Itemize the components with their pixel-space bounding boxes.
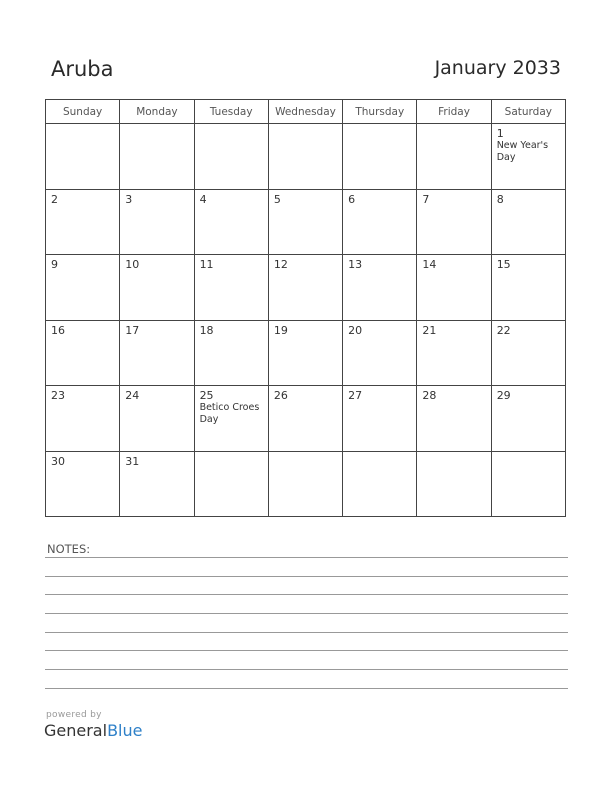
day-number: 3 xyxy=(125,192,133,206)
day-number: 15 xyxy=(496,258,511,271)
note-line xyxy=(45,632,568,633)
weekday-header: Monday xyxy=(120,100,194,124)
day-number: 28 xyxy=(422,389,437,402)
week-row xyxy=(46,386,566,452)
day-number: 18 xyxy=(199,323,214,337)
brand-blue: Blue xyxy=(107,721,143,740)
weekday-header: Wednesday xyxy=(268,100,342,124)
day-cell xyxy=(120,124,194,190)
day-number: 2 xyxy=(51,192,58,206)
country-title: Aruba xyxy=(51,57,114,81)
day-cell xyxy=(194,189,268,255)
week-row xyxy=(46,320,566,386)
weekday-header-row xyxy=(46,100,566,124)
day-number: 23 xyxy=(51,389,65,402)
day-cell xyxy=(417,386,491,452)
day-number: 29 xyxy=(496,389,511,402)
day-number: 26 xyxy=(273,389,288,402)
day-cell xyxy=(268,255,342,321)
day-cell xyxy=(491,451,565,517)
day-cell xyxy=(417,451,491,517)
brand-logo[interactable] xyxy=(44,721,142,740)
day-number: 27 xyxy=(348,389,363,402)
day-cell xyxy=(343,255,417,321)
day-number: 14 xyxy=(422,258,437,271)
day-number: 12 xyxy=(273,258,288,271)
week-row xyxy=(46,189,566,255)
weekday-header: Thursday xyxy=(343,100,417,124)
day-number: 22 xyxy=(496,323,511,337)
day-cell xyxy=(120,320,194,386)
day-number: 4 xyxy=(199,192,207,206)
holiday-label: New Year's Day xyxy=(496,140,549,163)
day-cell xyxy=(343,189,417,255)
day-cell xyxy=(46,386,120,452)
week-row xyxy=(46,124,566,190)
day-cell xyxy=(343,124,417,190)
day-cell xyxy=(268,189,342,255)
day-number: 13 xyxy=(348,258,363,271)
note-line xyxy=(45,613,568,614)
day-cell xyxy=(343,320,417,386)
powered-by-text: powered by xyxy=(46,710,102,720)
day-cell xyxy=(46,124,120,190)
weekday-header: Friday xyxy=(417,100,491,124)
day-cell xyxy=(417,189,491,255)
day-number: 24 xyxy=(125,389,140,402)
day-cell xyxy=(120,189,194,255)
day-cell xyxy=(194,124,268,190)
week-row xyxy=(46,451,566,517)
day-cell xyxy=(268,386,342,452)
day-cell xyxy=(120,255,194,321)
week-row xyxy=(46,255,566,321)
note-line xyxy=(45,669,568,670)
day-cell xyxy=(46,255,120,321)
day-cell xyxy=(491,386,565,452)
weekday-header: Tuesday xyxy=(194,100,268,124)
day-cell xyxy=(343,386,417,452)
brand-general: General xyxy=(44,721,108,740)
note-line xyxy=(45,576,568,577)
notes-label: NOTES: xyxy=(47,542,91,556)
day-number: 6 xyxy=(348,192,356,206)
day-number: 1 xyxy=(496,127,504,140)
note-line xyxy=(45,650,568,651)
day-cell xyxy=(417,255,491,321)
day-cell xyxy=(268,320,342,386)
day-cell xyxy=(46,451,120,517)
day-number: 30 xyxy=(51,454,65,468)
day-cell xyxy=(120,451,194,517)
day-number: 16 xyxy=(51,323,65,337)
note-line xyxy=(45,594,568,595)
day-number: 5 xyxy=(273,192,281,206)
day-number: 10 xyxy=(125,258,140,271)
day-cell xyxy=(194,255,268,321)
day-cell xyxy=(417,124,491,190)
holiday-label: Betico Croes Day xyxy=(199,402,260,425)
day-cell xyxy=(46,320,120,386)
day-cell xyxy=(268,124,342,190)
day-number: 17 xyxy=(125,323,140,337)
note-line xyxy=(45,688,568,689)
day-number: 9 xyxy=(51,258,58,271)
day-number: 19 xyxy=(273,323,288,337)
day-cell xyxy=(120,386,194,452)
day-cell xyxy=(417,320,491,386)
month-year-title: January 2033 xyxy=(434,57,561,79)
day-cell xyxy=(491,189,565,255)
day-cell xyxy=(194,386,268,452)
day-number: 21 xyxy=(422,323,437,337)
day-cell xyxy=(343,451,417,517)
weekday-header: Saturday xyxy=(491,100,565,124)
day-cell xyxy=(46,189,120,255)
day-cell xyxy=(268,451,342,517)
day-cell xyxy=(194,451,268,517)
day-number: 8 xyxy=(496,192,504,206)
weekday-header: Sunday xyxy=(46,100,120,124)
day-cell xyxy=(194,320,268,386)
calendar-grid xyxy=(45,99,566,517)
day-cell xyxy=(491,124,565,190)
day-number: 25 xyxy=(199,389,214,402)
note-line xyxy=(45,557,568,558)
day-cell xyxy=(491,255,565,321)
day-number: 31 xyxy=(125,454,140,468)
day-number: 20 xyxy=(348,323,363,337)
day-number: 7 xyxy=(422,192,430,206)
day-cell xyxy=(491,320,565,386)
day-number: 11 xyxy=(199,258,214,271)
